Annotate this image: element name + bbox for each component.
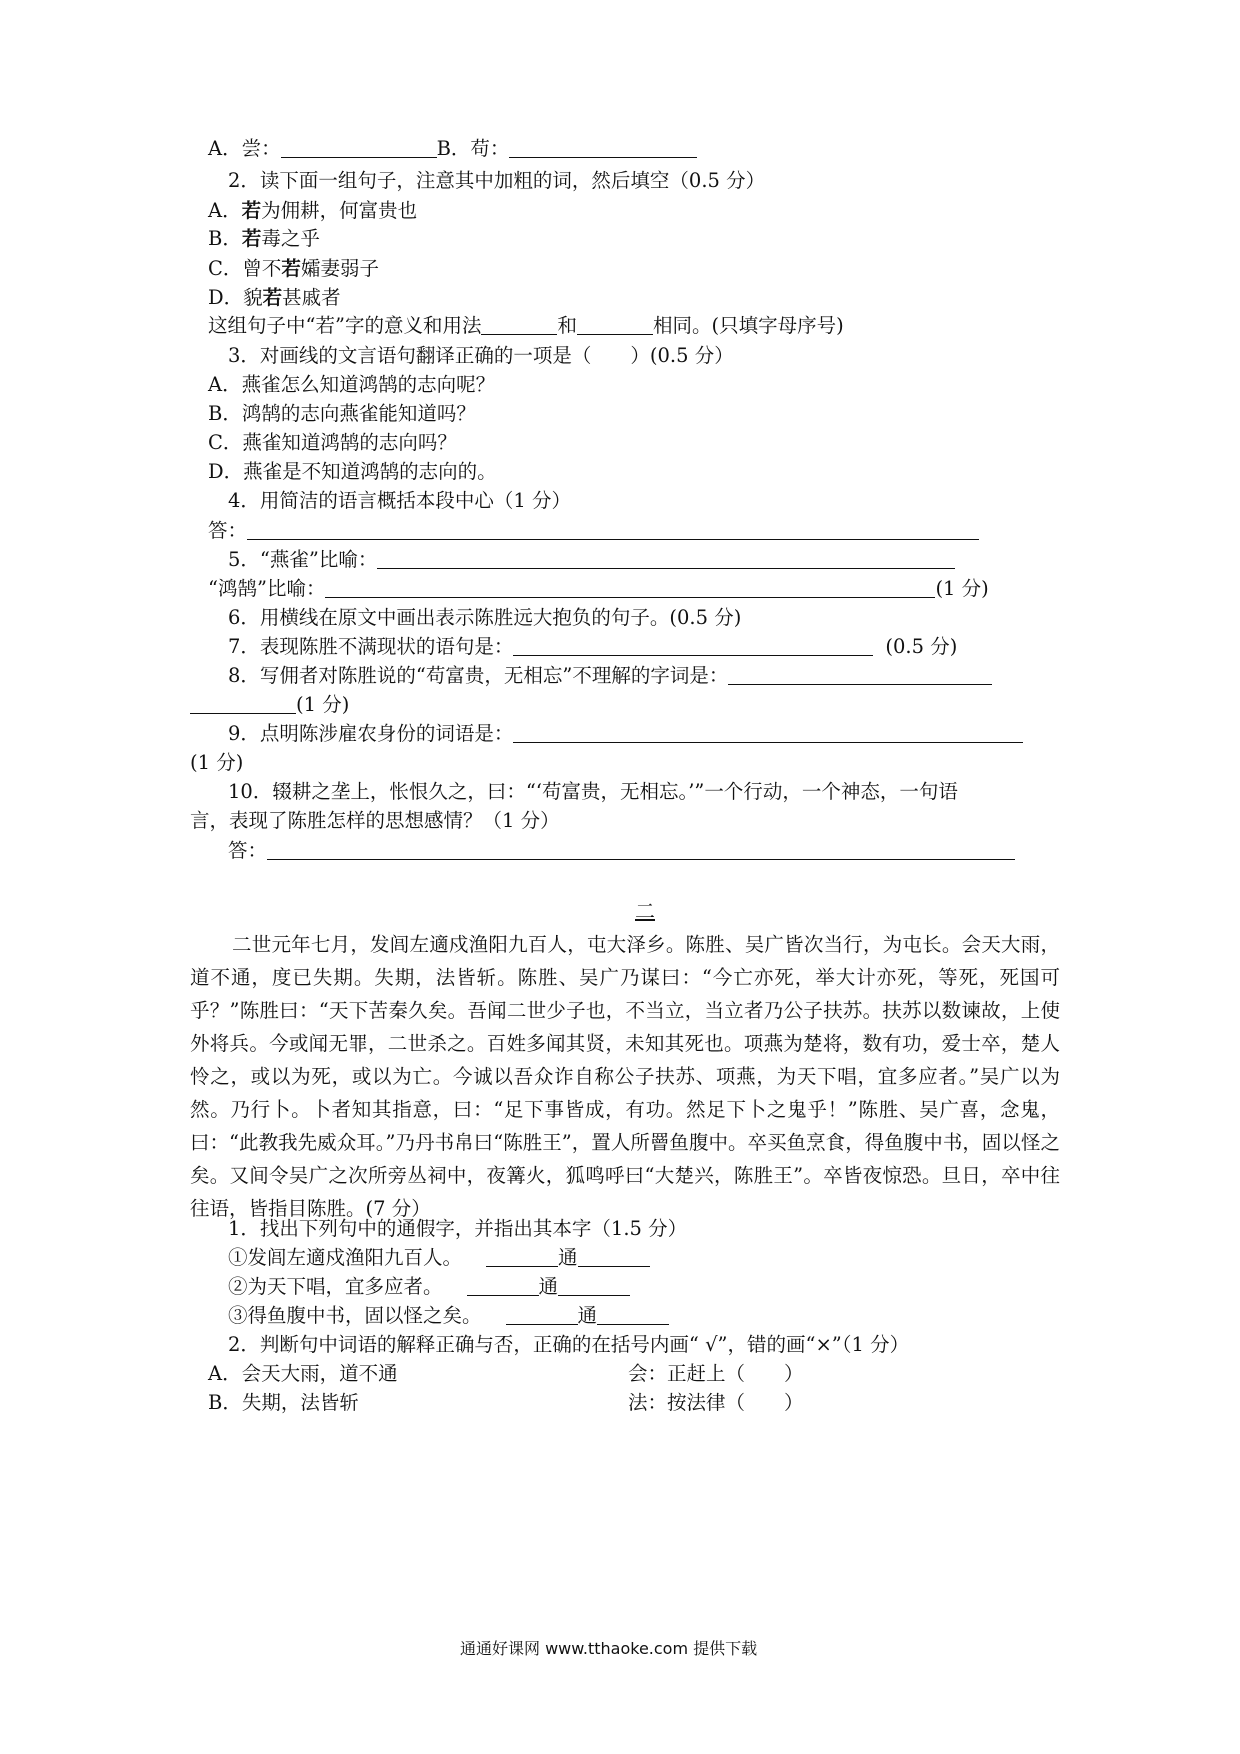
q2-option-d: D．貌若甚戚者 [208, 286, 341, 309]
q10-answer-line: 答： [228, 838, 1015, 864]
q1-option-b: B．苟： [436, 137, 510, 160]
blank [325, 577, 935, 598]
q4-answer-line: 答： [208, 518, 979, 544]
q8-line: 8．写佣者对陈胜说的“苟富贵，无相忘”不理解的字词是： [228, 663, 992, 689]
blank [281, 137, 437, 158]
s2-q2-a-left: A．会天大雨，道不通 [208, 1362, 398, 1385]
s2-q2-b-left: B．失期，法皆斩 [208, 1391, 359, 1414]
q1-options-line [208, 136, 697, 162]
q3-prompt: 3．对画线的文言语句翻译正确的一项是（ ）(0.5 分） [228, 344, 734, 367]
s2-q1-item2: ②为天下唱，宜多应者。 通 [228, 1274, 630, 1300]
q3-option-b: B．鸿鹄的志向燕雀能知道吗？ [208, 402, 476, 425]
q2-option-c: C．曾不若孀妻弱子 [208, 257, 379, 280]
q1-option-a: A．尝： [208, 137, 281, 160]
s2-q1-prompt: 1．找出下列句中的通假字，并指出其本字（1.5 分） [228, 1217, 688, 1240]
q4-prompt: 4．用简洁的语言概括本段中心（1 分） [228, 489, 572, 512]
q6-prompt: 6．用横线在原文中画出表示陈胜远大抱负的句子。(0.5 分) [228, 606, 742, 629]
blank [513, 722, 1023, 743]
s2-q2-b-right: 法：按法律（ ） [628, 1391, 804, 1414]
blank [247, 519, 979, 540]
q2-option-b: B．若毒之乎 [208, 227, 320, 250]
q9-line: 9．点明陈涉雇农身份的词语是： [228, 721, 1023, 747]
q10-line1: 10．辍耕之垄上，怅恨久之，曰：“‘苟富贵，无相忘。’”一个行动，一个神态，一句语 [228, 780, 958, 803]
passage: 二世元年七月，发闾左適戍渔阳九百人，屯大泽乡。陈胜、吴广皆次当行，为屯长。会天大雨，道不通，度已失期。失期，法皆斩。陈胜、吴广乃谋曰：“今亡亦死，举大计亦死，等死，死国可乎？”陈胜曰：“天下苦秦久矣。吾闻二世少子也，不当立，当立者乃公子扶苏。扶苏以数谏故，上使外将兵。今或闻无罪，二世杀之。百姓多闻其贤，未知其死也。项燕为楚将，数有功，爱士卒，楚人怜之，或以为死，或以为亡。今诚以吾众诈自称公子扶苏、项燕，为天下唱，宜多应者。”吴广以为然。乃行卜。卜者知其指意，曰：“足下事皆成，有功。然足下卜之鬼乎！”陈胜、吴广喜，念鬼，曰：“此教我先威众耳。”乃丹书帛曰“陈胜王”，置人所罾鱼腹中。卒买鱼烹食，得鱼腹中书，固以怪之矣。又间令吴广之次所旁丛祠中，夜篝火，狐鸣呼曰“大楚兴，陈胜王”。卒皆夜惊恐。旦日，卒中往往语，皆指目陈胜。(7 分） [190, 933, 1060, 1220]
blank [513, 635, 873, 656]
blank [728, 664, 992, 685]
s2-q2-prompt: 2．判断句中词语的解释正确与否，正确的在括号内画“ √”，错的画“×”（1 分） [228, 1333, 910, 1356]
blank [481, 314, 557, 335]
blank [190, 693, 296, 714]
q5-line1: 5．“燕雀”比喻： [228, 547, 955, 573]
q10-line2: 言，表现了陈胜怎样的思想感情？（1 分） [190, 809, 560, 832]
q3-option-c: C．燕雀知道鸿鹄的志向吗？ [208, 431, 457, 454]
s2-q1-item3: ③得鱼腹中书，固以怪之矣。 通 [228, 1303, 669, 1329]
q8-line2: (1 分) [190, 692, 349, 718]
q2-option-a: A．若为佣耕，何富贵也 [208, 199, 418, 222]
q2-prompt: 2．读下面一组句子，注意其中加粗的词，然后填空（0.5 分） [228, 169, 766, 192]
q9-score: (1 分) [190, 751, 244, 774]
q3-option-a: A．燕雀怎么知道鸿鹄的志向呢？ [208, 373, 496, 396]
blank [377, 548, 955, 569]
q2-fill-line: 这组句子中“若”字的意义和用法 和 相同。(只填字母序号) [208, 314, 844, 337]
s2-q1-item1: ①发闾左適戍渔阳九百人。 通 [228, 1245, 650, 1271]
q3-option-d: D．燕雀是不知道鸿鹄的志向的。 [208, 460, 497, 483]
blank [267, 839, 1015, 860]
page-footer: 通通好课网 www.tthaoke.com 提供下载 [460, 1639, 758, 1658]
q7-line: 7．表现陈胜不满现状的语句是： (0.5 分) [228, 635, 958, 658]
s2-q2-a-right: 会：正赶上（ ） [628, 1362, 804, 1385]
blank [509, 137, 697, 158]
section-heading: 二 [635, 899, 655, 923]
blank [577, 314, 653, 335]
q5-line2: “鸿鹄”比喻： (1 分) [208, 577, 989, 600]
